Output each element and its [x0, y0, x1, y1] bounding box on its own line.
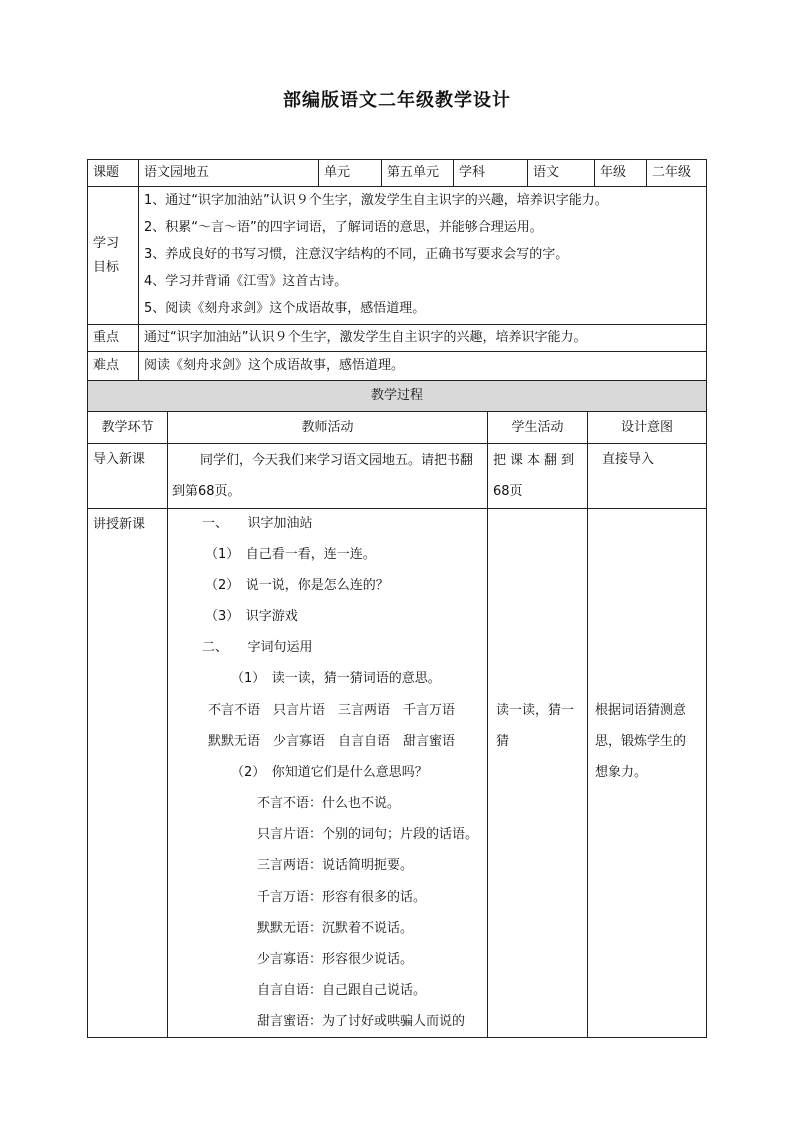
goal-item: 5、阅读《刻舟求剑》这个成语故事，感悟道理。 — [144, 301, 426, 316]
key-point-value: 通过“识字加油站”认识９个生字，激发学生自主识字的兴趣，培养识字能力。 — [138, 324, 707, 352]
lesson-student-line: 读一读，猜一 — [496, 703, 575, 718]
teacher-line: 默默无语：沉默着不说话。 — [257, 921, 414, 936]
goal-item: 3、养成良好的书写习惯，注意汉字结构的不同，正确书写要求会写的字。 — [144, 247, 569, 262]
teacher-line: （1） 读一读，猜一猜词语的意思。 — [231, 671, 441, 686]
intro-teacher-cell — [167, 443, 488, 509]
goals-label-line-2: 目标 — [93, 259, 120, 275]
unit-label: 单元 — [318, 159, 382, 187]
document-title: 部编版语文二年级教学设计 — [283, 90, 511, 111]
intro-teacher-text: 同学们，今天我们来学习语文园地五。请把书翻到第68页。 — [172, 453, 474, 499]
subject-label: 学科 — [453, 159, 528, 187]
intro-student-cell — [487, 443, 588, 509]
intro-stage: 导入新课 — [87, 443, 168, 509]
column-header-intent: 设计意图 — [587, 411, 707, 444]
lesson-intent-line: 想象力。 — [595, 765, 648, 780]
teacher-line: 二、 字词句运用 — [202, 640, 313, 655]
grade-value: 二年级 — [646, 159, 707, 187]
lesson-intent-line: 根据词语猜测意 — [595, 703, 687, 718]
teacher-line: 甜言蜜语：为了讨好或哄骗人而说的 — [257, 1014, 466, 1029]
teacher-line: （3） 识字游戏 — [205, 609, 298, 624]
intro-intent: 直接导入 — [587, 443, 707, 509]
subject-value: 语文 — [527, 159, 595, 187]
difficulty-value: 阅读《刻舟求剑》这个成语故事，感悟道理。 — [138, 351, 707, 381]
teacher-line: 少言寡语：形容很少说话。 — [257, 952, 414, 967]
goal-item: 4、学习并背诵《江雪》这首古诗。 — [144, 274, 348, 289]
lesson-intent-line: 思，锻炼学生的 — [595, 734, 687, 749]
intro-student-line: 把课本翻到 — [493, 453, 579, 468]
topic-label: 课题 — [87, 159, 139, 187]
unit-value: 第五单元 — [381, 159, 454, 187]
intro-student-line: 68页 — [493, 484, 523, 499]
teacher-line: 不言不语 只言片语 三言两语 千言万语 — [208, 703, 456, 718]
teacher-line: 自言自语：自己跟自己说话。 — [257, 983, 427, 998]
process-header: 教学过程 — [87, 380, 707, 412]
difficulty-label: 难点 — [87, 351, 139, 381]
key-point-label: 重点 — [87, 324, 139, 352]
teacher-line: （1） 自己看一看，连一连。 — [205, 547, 376, 562]
goals-label-line-1: 学习 — [93, 235, 120, 251]
teacher-line: 一、 识字加油站 — [202, 516, 313, 531]
teacher-line: （2） 说一说，你是怎么连的？ — [205, 578, 389, 593]
column-header-teacher: 教师活动 — [167, 411, 488, 444]
topic-value: 语文园地五 — [138, 159, 319, 187]
teacher-line: 三言两语：说话简明扼要。 — [257, 858, 414, 873]
lesson-stage: 讲授新课 — [87, 508, 168, 1038]
goal-item: 2、积累“～言～语”的四字词语，了解词语的意思，并能够合理运用。 — [144, 220, 543, 235]
column-header-stage: 教学环节 — [87, 411, 168, 444]
goals-label — [87, 186, 139, 325]
teacher-line: （2） 你知道它们是什么意思吗？ — [231, 765, 428, 780]
lesson-student-cell — [487, 508, 588, 1038]
teacher-line: 不言不语：什么也不说。 — [257, 796, 401, 811]
teacher-line: 只言片语：个别的词句；片段的话语。 — [257, 827, 479, 842]
lesson-intent-cell — [587, 508, 707, 1038]
grade-label: 年级 — [594, 159, 647, 187]
goals-list — [138, 186, 707, 325]
goal-item: 1、通过“识字加油站”认识９个生字，激发学生自主识字的兴趣，培养识字能力。 — [144, 193, 608, 208]
teacher-line: 千言万语：形容有很多的话。 — [257, 890, 427, 905]
lesson-teacher-cell — [167, 508, 488, 1038]
column-header-student: 学生活动 — [487, 411, 588, 444]
teacher-line: 默默无语 少言寡语 自言自语 甜言蜜语 — [208, 734, 456, 749]
lesson-student-line: 猜 — [496, 734, 510, 749]
